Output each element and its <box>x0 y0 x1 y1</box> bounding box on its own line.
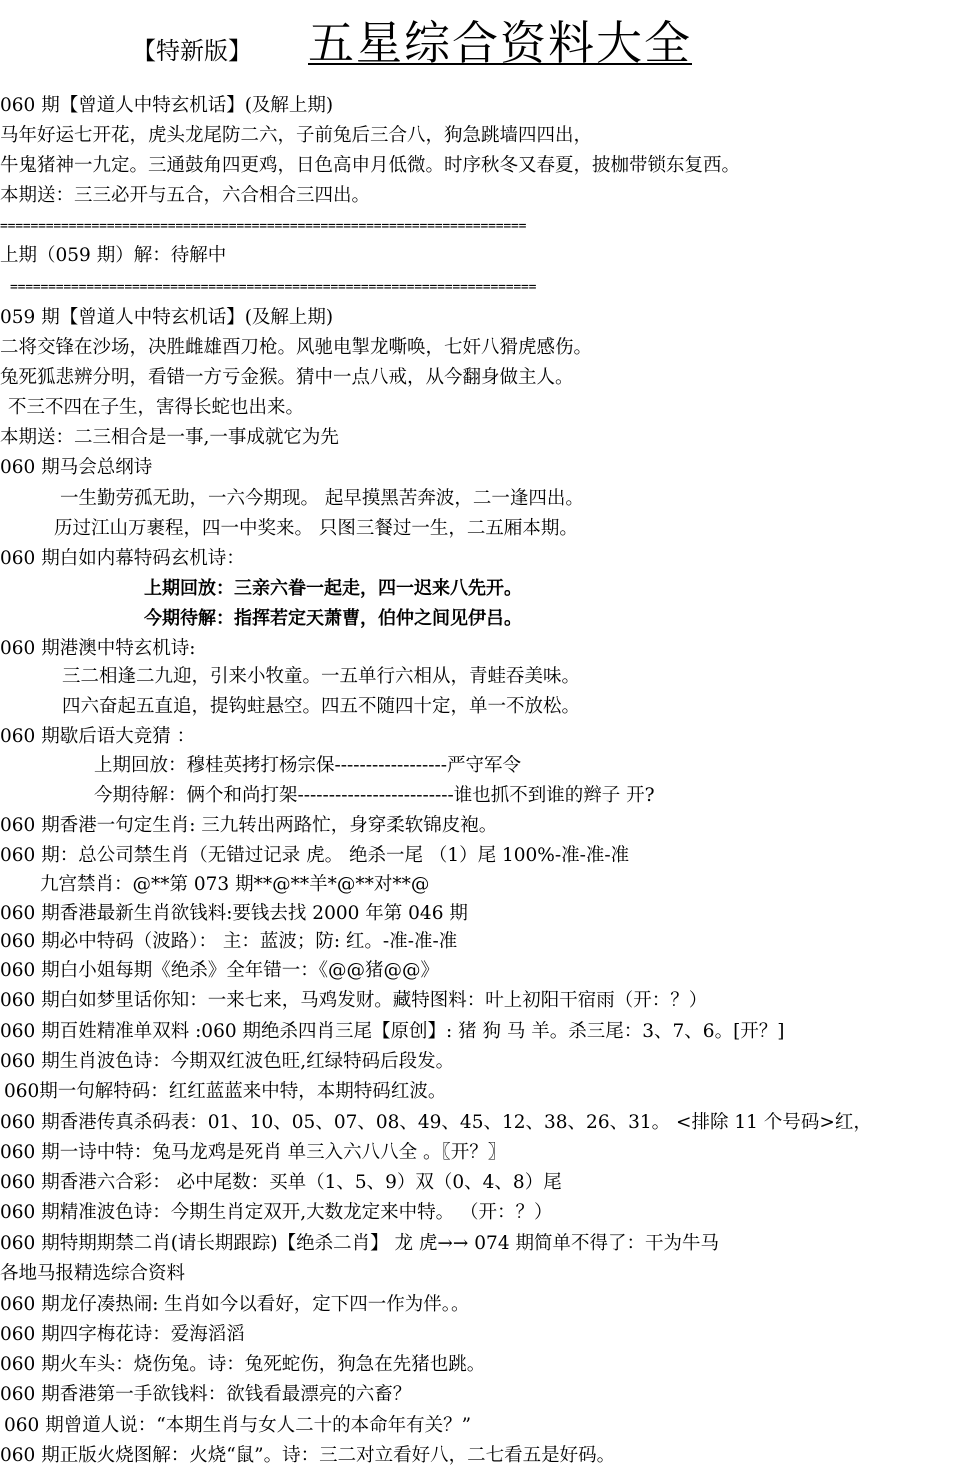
text-line: 三二相逢二九迎，引来小牧童。一五单行六相从，青蛙吞美味。 <box>62 666 581 687</box>
text-line: 不三不四在子生，害得长蛇也出来。 <box>8 397 305 418</box>
text-line: 060 期火车头：烧伤兔。诗：兔死蛇伤，狗急在先猪也跳。 <box>0 1354 486 1375</box>
text-line: 060 期香港第一手欲钱料：欲钱看最漂亮的六畜？ <box>0 1384 412 1405</box>
text-line: 一生勤劳孤无助，一六今期现。 起早摸黑苦奔波，二一逢四出。 <box>60 488 584 509</box>
text-line: 060 期特期期禁二肖(请长期跟踪)【绝杀二肖】 龙 虎→→ 074 期简单不得了：干为牛马 <box>0 1233 719 1254</box>
text-line: 马年好运七开花，虎头龙尾防二六，子前兔后三合八，狗急跳墙四四出， <box>0 125 593 146</box>
text-line: 060 期必中特码（波路）： 主：蓝波；防: 红。-准-准-准 <box>0 931 458 952</box>
text-line: 060 期香港一句定生肖: 三九转出两路忙，身穿柔软锦皮袍。 <box>0 815 498 836</box>
text-line: 上期回放：穆桂英拷打杨宗保------------------严守军令 <box>94 755 522 776</box>
text-line: 060 期香港传真杀码表：01、10、05、07、08、49、45、12、38、26、31。 <排除 11 个号码>红， <box>0 1112 872 1133</box>
text-line: 060 期白如内幕特码玄机诗： <box>0 548 245 569</box>
text-line: 060期一句解特码：红红蓝蓝来中特，本期特码红波。 <box>4 1081 447 1102</box>
text-line: 060 期港澳中特玄机诗: <box>0 638 196 659</box>
text-line: 060 期：总公司禁生肖（无错过记录 虎。 绝杀一尾 （1）尾 100%-准-准-准 <box>0 845 630 866</box>
separator-line: ===================================================================== <box>0 219 527 234</box>
text-line: 060 期生肖波色诗：今期双红波色旺,红绿特码后段发。 <box>0 1051 455 1072</box>
edition-badge: 【特新版】 <box>132 37 252 65</box>
text-line: 060 期龙仔凑热闹: 生肖如今以看好，定下四一作为伴。。 <box>0 1294 470 1315</box>
separator-line: ===================================================================== <box>10 280 537 295</box>
text-line: 060 期一诗中特：兔马龙鸡是死肖 单三入六八八全 。〖开？〗 <box>0 1142 507 1163</box>
text-line: 牛鬼猪神一九定。三通鼓角四更鸡，日色高申月低微。时序秋冬又春夏，披枷带锁东复西。 <box>0 155 741 176</box>
text-line: 060 期歇后语大竞猜 ： <box>0 726 196 747</box>
text-line: 060 期曾道人说：“本期生肖与女人二十的本命年有关？” <box>4 1415 472 1436</box>
text-line: 历过江山万裹程，四一中奖来。 只图三餐过一生，二五厢本期。 <box>54 518 578 539</box>
text-line: 今期待解：指挥若定天萧曹，伯仲之间见伊吕。 <box>144 608 522 629</box>
text-line: 今期待解：俩个和尚打架-------------------------谁也抓不到谁的辫子 开? <box>94 785 655 806</box>
text-line: 四六奋起五直追，提钩蛀悬空。四五不随四十定，单一不放松。 <box>62 696 581 717</box>
text-line: 060 期正版火烧图解：火烧“鼠”。诗：三二对立看好八，二七看五是好码。 <box>0 1445 616 1466</box>
text-line: 059 期【曾道人中特玄机话】(及解上期) <box>0 307 334 328</box>
text-line: 060 期百姓精准单双料 :060 期绝杀四肖三尾【原创】: 猪 狗 马 羊。杀三尾：3、7、6。[开？] <box>0 1021 785 1042</box>
text-line: 兔死狐悲辨分明，看错一方亏金猴。猜中一点八戒，从今翻身做主人。 <box>0 367 574 388</box>
text-line: 060 期香港六合彩： 必中尾数：买单（1、5、9）双（0、4、8）尾 <box>0 1172 562 1193</box>
text-line: 二将交锋在沙场，决胜雌雄酉刀枪。风驰电掣龙嘶唤，七奸八猾虎感伤。 <box>0 337 593 358</box>
page-title: 五星综合资料大全 <box>308 16 692 70</box>
text-line: 060 期白如梦里话你知：一来七来，马鸡发财。藏特图料：叶上初阳干宿雨（开：？） <box>0 990 708 1011</box>
text-line: 各地马报精选综合资料 <box>0 1263 186 1284</box>
text-line: 060 期【曾道人中特玄机话】(及解上期) <box>0 95 334 116</box>
text-line: 本期送：二三相合是一事,一事成就它为先 <box>0 427 339 448</box>
text-line: 060 期精准波色诗：今期生肖定双开,大数龙定来中特。 （开：？） <box>0 1202 553 1223</box>
text-line: 本期送：三三必开与五合，六合相合三四出。 <box>0 185 371 206</box>
text-line: 060 期马会总纲诗 <box>0 457 153 478</box>
text-line: 上期（059 期）解：待解中 <box>0 245 227 266</box>
text-line: 九宫禁肖：@**第 073 期**@**羊*@**对**@ <box>40 874 430 895</box>
text-line: 060 期香港最新生肖欲钱料:要钱去找 2000 年第 046 期 <box>0 903 468 924</box>
text-line: 060 期白小姐每期《绝杀》全年错一：《@@猪@@》 <box>0 960 439 981</box>
text-line: 060 期四字梅花诗：爱海滔滔 <box>0 1324 245 1345</box>
text-line: 上期回放：三亲六眷一起走，四一迟来八先开。 <box>144 578 522 599</box>
